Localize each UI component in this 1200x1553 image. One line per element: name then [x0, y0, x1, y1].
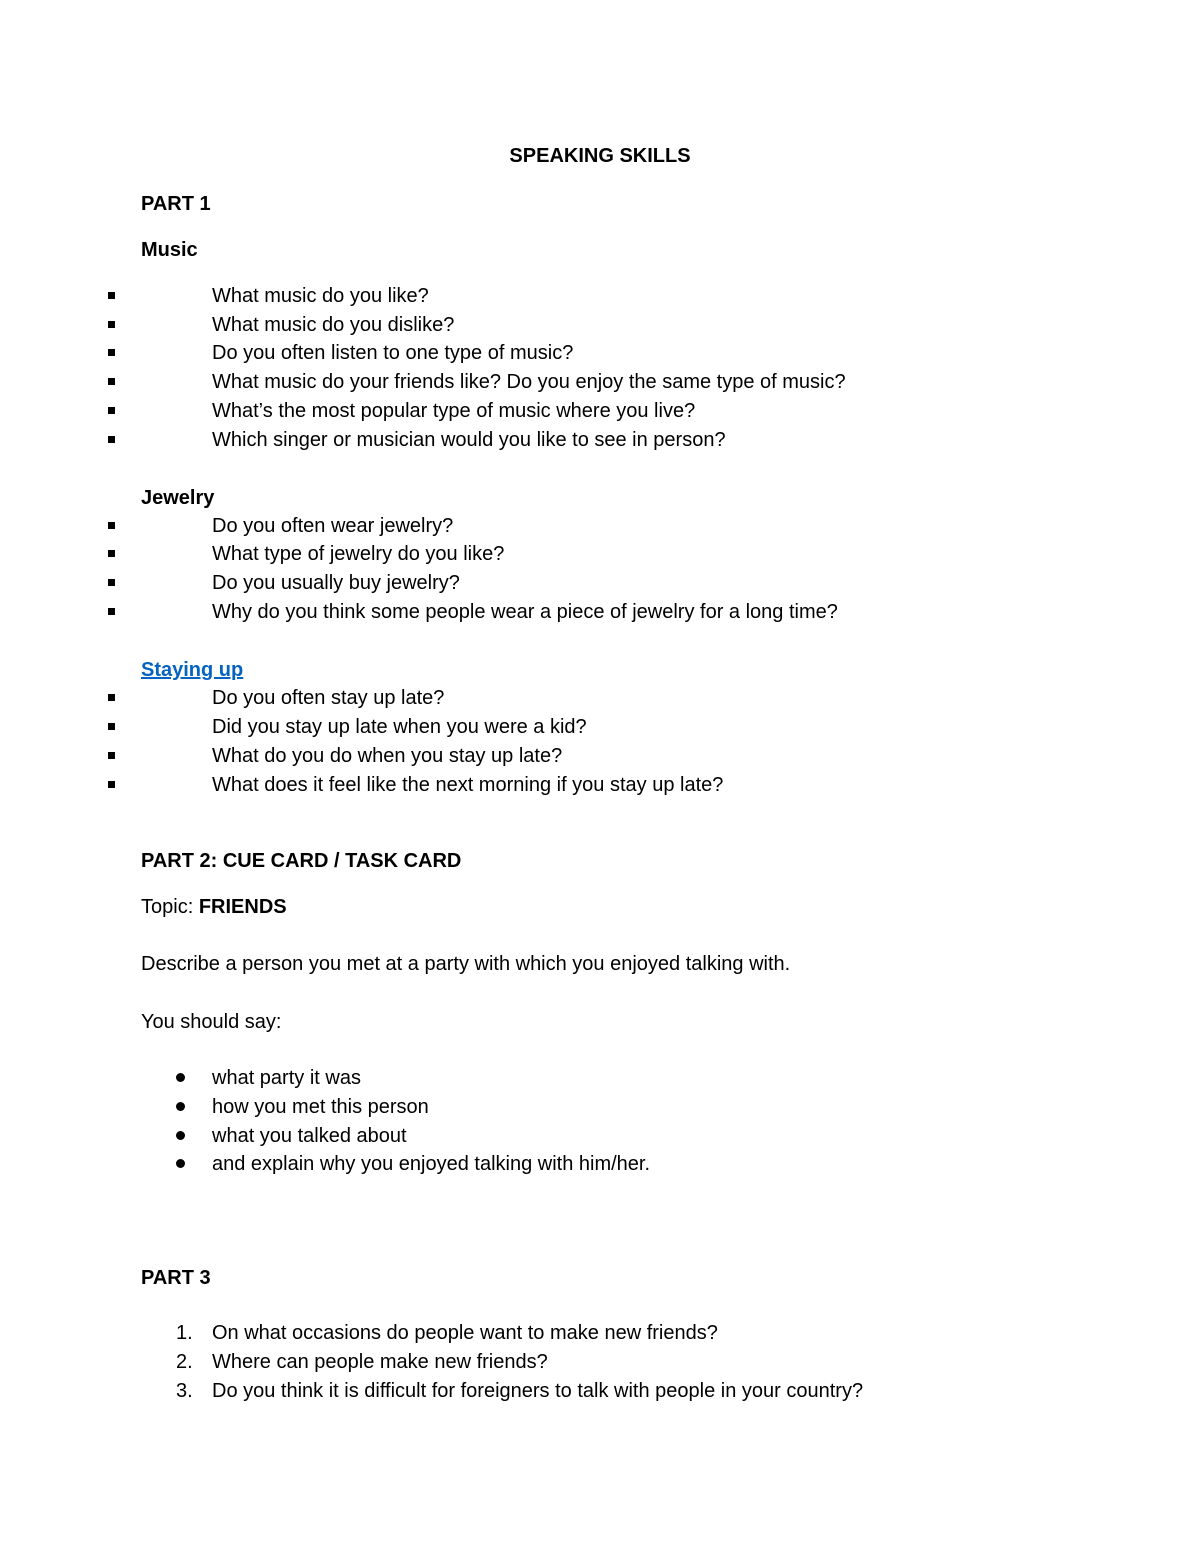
bullet-square-icon	[108, 723, 115, 730]
bullet-square-icon	[108, 378, 115, 385]
bullet-square-icon	[108, 579, 115, 586]
list-item: Did you stay up late when you were a kid?	[212, 716, 587, 738]
topic-label: Topic:	[141, 896, 199, 918]
part3-heading: PART 3	[141, 1267, 211, 1289]
list-item: What music do you like?	[212, 285, 429, 307]
list-item: Do you often wear jewelry?	[212, 515, 454, 537]
topic-line	[141, 897, 287, 917]
list-item: Why do you think some people wear a piece of jewelry for a long time?	[212, 601, 838, 623]
part1-heading: PART 1	[141, 193, 211, 215]
list-item: What does it feel like the next morning if you stay up late?	[212, 774, 724, 796]
list-item: What type of jewelry do you like?	[212, 543, 505, 565]
bullet-square-icon	[108, 436, 115, 443]
list-item: Do you often listen to one type of music?	[212, 342, 574, 364]
bullet-dot-icon	[176, 1073, 185, 1082]
bullet-square-icon	[108, 292, 115, 299]
list-item: Do you usually buy jewelry?	[212, 572, 460, 594]
bullet-square-icon	[108, 321, 115, 328]
list-number: 1.	[176, 1322, 193, 1344]
bullet-dot-icon	[176, 1102, 185, 1111]
bullet-square-icon	[108, 407, 115, 414]
jewelry-heading: Jewelry	[141, 487, 215, 509]
list-item: Where can people make new friends?	[212, 1351, 548, 1373]
bullet-square-icon	[108, 752, 115, 759]
list-item: Do you often stay up late?	[212, 687, 445, 709]
list-item: What’s the most popular type of music where you live?	[212, 400, 696, 422]
list-item: On what occasions do people want to make new friends?	[212, 1322, 718, 1344]
should-say-label: You should say:	[141, 1011, 282, 1033]
list-number: 2.	[176, 1351, 193, 1373]
list-item: what party it was	[212, 1067, 361, 1089]
list-item: how you met this person	[212, 1096, 429, 1118]
bullet-square-icon	[108, 608, 115, 615]
bullet-square-icon	[108, 781, 115, 788]
bullet-square-icon	[108, 694, 115, 701]
list-item: what you talked about	[212, 1125, 407, 1147]
bullet-square-icon	[108, 522, 115, 529]
bullet-dot-icon	[176, 1131, 185, 1140]
list-item: What do you do when you stay up late?	[212, 745, 563, 767]
bullet-square-icon	[108, 550, 115, 557]
topic-value: FRIENDS	[198, 896, 287, 918]
list-item: and explain why you enjoyed talking with him/her.	[212, 1153, 651, 1175]
list-number: 3.	[176, 1380, 193, 1402]
cue-card-prompt: Describe a person you met at a party with which you enjoyed talking with.	[141, 953, 791, 975]
page-title: SPEAKING SKILLS	[509, 145, 691, 167]
staying-up-link[interactable]: Staying up	[141, 659, 244, 681]
list-item: Do you think it is difficult for foreigners to talk with people in your country?	[212, 1380, 864, 1402]
list-item: What music do your friends like? Do you enjoy the same type of music?	[212, 371, 846, 393]
music-heading: Music	[141, 239, 198, 261]
list-item: Which singer or musician would you like to see in person?	[212, 429, 726, 451]
list-item: What music do you dislike?	[212, 314, 455, 336]
bullet-square-icon	[108, 349, 115, 356]
part2-heading: PART 2: CUE CARD / TASK CARD	[141, 850, 462, 872]
bullet-dot-icon	[176, 1159, 185, 1168]
